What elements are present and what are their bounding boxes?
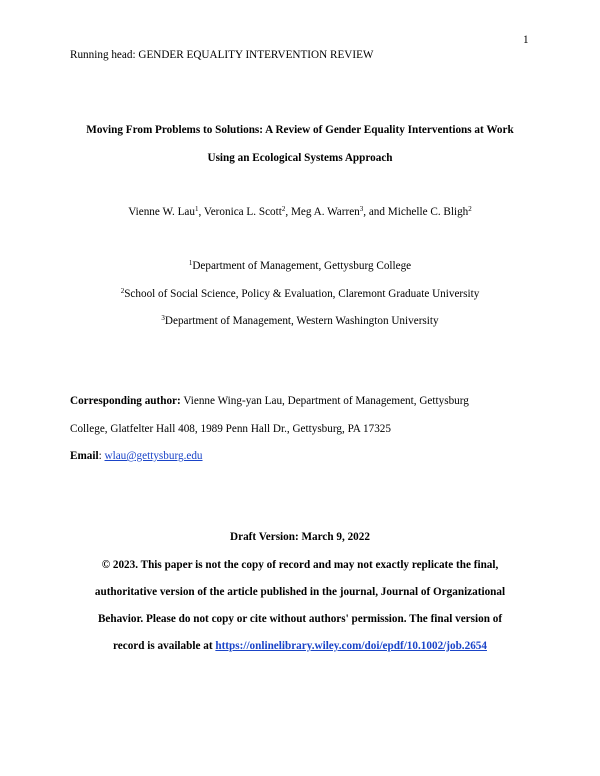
affiliation-number: 2 — [120, 287, 125, 295]
affiliation — [0, 315, 600, 327]
record-availability-text: record is available at — [113, 640, 216, 652]
email-line — [70, 450, 203, 462]
draft-version: Draft Version: March 9, 2022 — [230, 531, 370, 543]
affiliation — [0, 288, 600, 300]
author-affiliation-number: 2 — [468, 205, 472, 213]
corresponding-author-label: Corresponding author: — [70, 395, 181, 407]
paper-title-line-1: Moving From Problems to Solutions: A Review of Gender Equality Interventions at Work — [86, 124, 514, 136]
copyright-notice-line-4 — [0, 640, 600, 652]
author-affiliation-number: 1 — [194, 205, 199, 213]
affiliation-text: Department of Management, Gettysburg College — [192, 260, 412, 272]
email-separator: : — [98, 450, 105, 462]
author-name: Veronica L. Scott — [203, 206, 282, 218]
copyright-notice-line-1: © 2023. This paper is not the copy of record and may not exactly replicate the final, — [101, 559, 499, 571]
author-affiliation-number: 3 — [359, 205, 364, 213]
corresponding-author-text: Vienne Wing-yan Lau, Department of Management, Gettysburg — [180, 395, 469, 407]
affiliation-number: 3 — [161, 314, 165, 322]
email-link[interactable]: wlau@gettysburg.edu — [104, 450, 203, 462]
author-name: Vienne W. Lau — [128, 206, 195, 218]
author-affiliation-number: 2 — [281, 205, 286, 213]
affiliation-number: 1 — [188, 259, 193, 267]
paper-title-line-2: Using an Ecological Systems Approach — [207, 152, 393, 164]
copyright-notice-line-2: authoritative version of the article published in the journal, Journal of Organizational — [94, 586, 506, 598]
affiliation-text: School of Social Science, Policy & Evaluation, Claremont Graduate University — [124, 288, 480, 300]
page-number: 1 — [523, 34, 529, 46]
affiliation — [0, 260, 600, 272]
article-doi-link[interactable]: https://onlinelibrary.wiley.com/doi/epdf/10.1002/job.2654 — [215, 640, 487, 652]
author-separator: , — [285, 206, 291, 218]
corresponding-author-address: College, Glatfelter Hall 408, 1989 Penn Hall Dr., Gettysburg, PA 17325 — [70, 423, 391, 435]
corresponding-author — [70, 395, 469, 407]
running-head: Running head: GENDER EQUALITY INTERVENTION REVIEW — [70, 49, 374, 61]
author-separator: , — [198, 206, 204, 218]
author-name: Michelle C. Bligh — [387, 206, 469, 218]
author-separator: , and — [363, 206, 388, 218]
affiliation-text: Department of Management, Western Washington University — [164, 315, 439, 327]
email-label: Email — [70, 450, 99, 462]
author-list — [0, 206, 600, 218]
copyright-notice-line-3: Behavior. Please do not copy or cite without authors' permission. The final version of — [97, 613, 503, 625]
author-name: Meg A. Warren — [290, 206, 360, 218]
